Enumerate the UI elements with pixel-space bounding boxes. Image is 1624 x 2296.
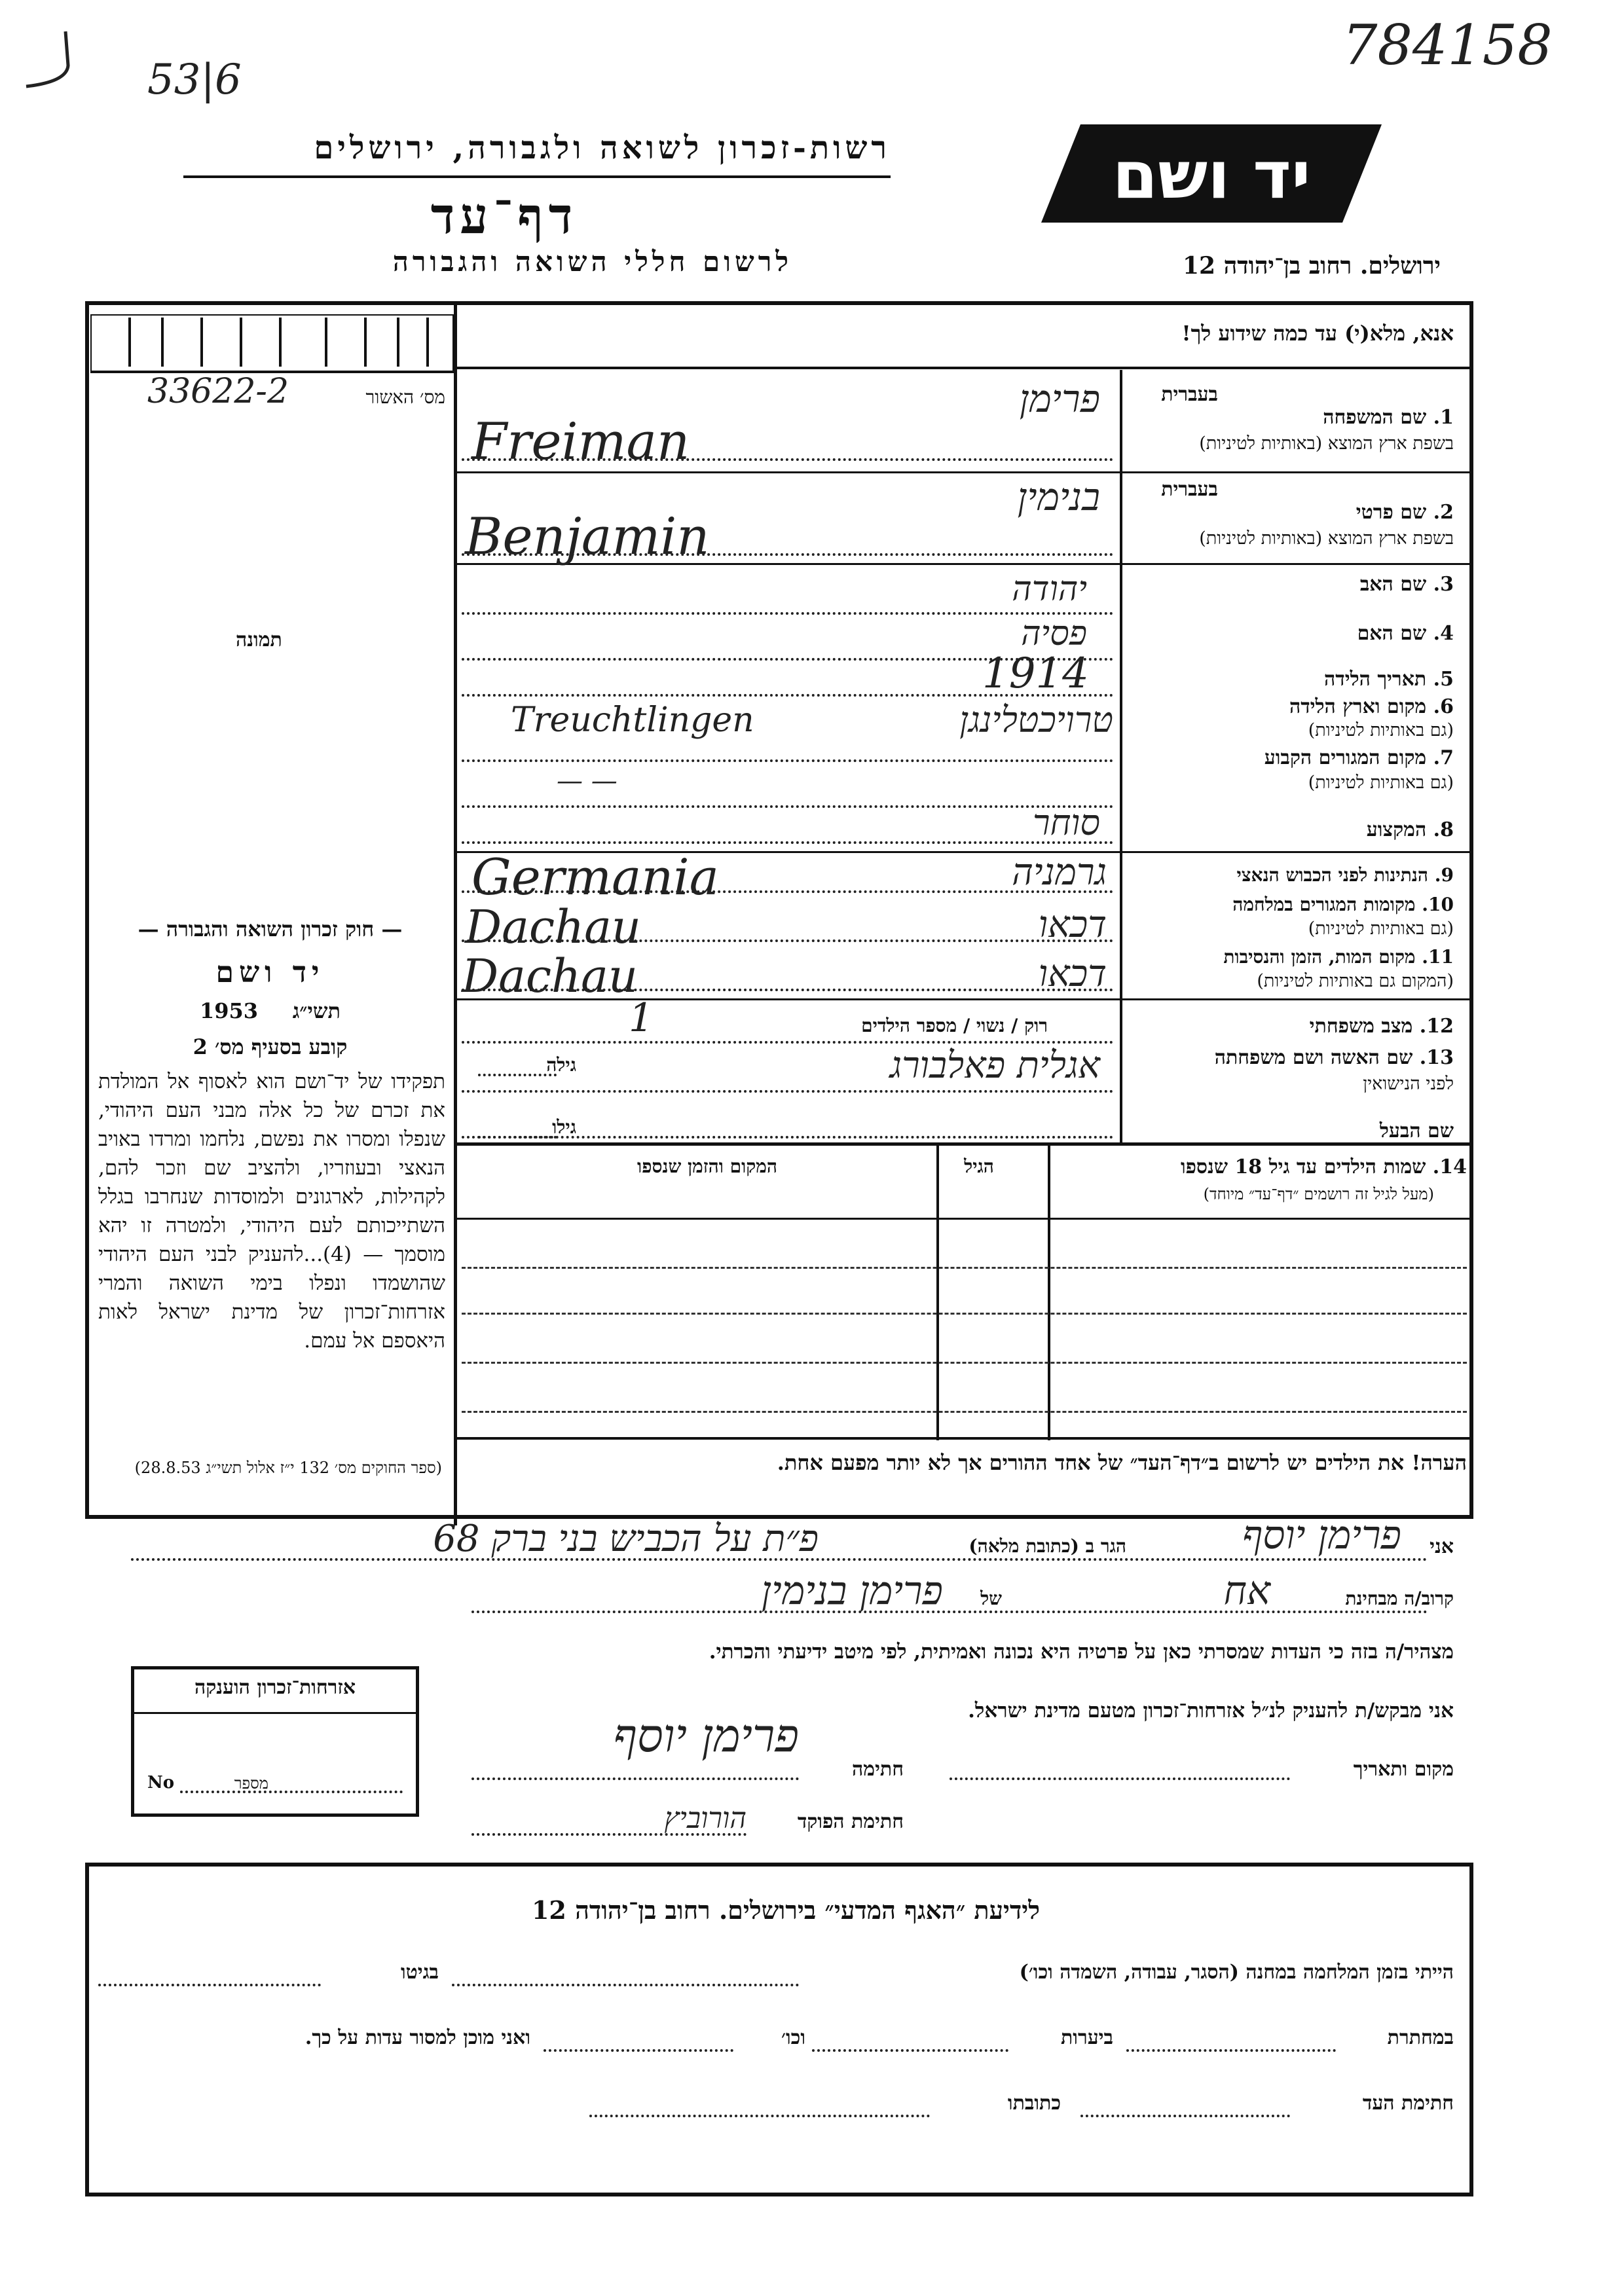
children-bottom-rule [454,1437,1473,1440]
citizenship-box-title: אזרחות־זכרון הוענקה [194,1676,356,1699]
field-2-lang: בעברית [1161,478,1218,501]
children-row [462,1411,1467,1413]
footer-line3-dots-b [589,2115,930,2117]
field-12-num: 12. [1419,1015,1454,1038]
law-source: (ספר החוקים מס׳ 132 י״ז אלול תשי״ג 28.8.53) [134,1459,442,1477]
photo-label: תמונה [236,629,282,651]
footer-line3-a: חתימת העד [1362,2092,1454,2115]
field-2-label [1126,501,1454,524]
field-6-text: מקום וארץ הלידה [1289,695,1427,718]
value-line-m [462,1090,1113,1093]
left-column-divider [454,301,457,1525]
field-13-num: 13. [1419,1046,1454,1069]
field-13-sub: לפני הנישואין [1363,1074,1454,1094]
husband-age-label: גילו [552,1116,576,1138]
authority-underline [183,175,891,178]
citizenship-box-no-latin: No [147,1773,175,1793]
footer-line2-c: וכו׳ [781,2026,805,2049]
field-9-text: הנתינות לפני הכבוש הנאצי [1236,864,1429,886]
death-place-hebrew: דכאו [1038,953,1107,995]
children-row [462,1267,1467,1269]
instruction: אנא, מלא(י) עד כמה שידוע לך! [1181,321,1454,346]
registration-boxes [90,314,454,373]
children-row [462,1313,1467,1315]
mother-name: פסיה [1021,614,1087,653]
field-2-num: 2. [1433,501,1454,524]
label-column-divider [1120,370,1122,1142]
field-4-text: שם האם [1357,622,1427,645]
top-left-handwritten-number: 53|6 [147,56,242,104]
form-subtitle: לרשום חללי השואה והגבורה [392,246,792,278]
law-body: תפקידו של יד־ושם הוא לאסוף אל המולדת את זכרם של כל אלה מבני העם היהודי, שנפלו ומסרו את נפשם, נלחמו ומרדו באויב הנאצי ובעוזריו, ולהציב שם וזכר להם, לקהילות, לארגונים ולמוסדות שנחרבו בגלל השתייכותם לעם היהודי, ולמטרה זו יהא מוסמך — (4)...להעניק לבני העם היהודי שהושמדו ונפלו בימי השואה והמרי אזרחות־זכרון של מדינת ישראל לאות היאספם אל עמם. [98,1070,445,1353]
field-1-num: 1. [1433,406,1454,429]
birthplace-latin: Treuchtlingen [511,701,754,740]
i-label: אני [1430,1535,1454,1558]
address-line [131,1558,1428,1561]
place-date-label: מקום ותאריך [1353,1758,1454,1781]
children-header-names-text: שמות הילדים עד גיל 18 שנספו [1180,1156,1426,1178]
children-num: 14. [1432,1156,1467,1178]
footer-line3-b: כתובתו [1007,2092,1061,2115]
field-9-label [1126,864,1454,886]
field-1-text: שם המשפחה [1323,406,1427,429]
field-10-label [1126,894,1454,916]
footer-line1-b: בגיטו [400,1961,439,1984]
yad-vashem-logo [1041,124,1382,223]
lives-label: הגר ב (כתובת מלאה) [969,1535,1126,1557]
footer-line2-dots-a [1126,2049,1336,2052]
signature-label: חתימה [852,1758,904,1781]
signature-line [471,1777,799,1780]
profession-value: סוחר [1032,802,1100,843]
children-col-divider-1 [1048,1146,1050,1440]
law-name: יד ושם [215,956,325,989]
field-11-sub: (המקום גם באותיות לטיניות) [1257,971,1454,991]
field-1-sub: בשפת ארץ המוצא (באותיות לטיניות) [1199,433,1454,454]
of-value: פרימן בנימין [761,1568,943,1614]
children-row [462,1362,1467,1364]
citizenship-box-no-label: מספר [234,1774,268,1793]
value-line-l [462,1041,1113,1044]
field-5-text: תאריך הלידה [1324,668,1427,691]
field-12-label [1126,1015,1454,1038]
field-4-label [1126,622,1454,645]
father-name: יהודה [1012,570,1087,609]
note-text: הערה! את הילדים יש לרשום ב״דף־העד״ של אחד ההורים אך לא יותר מפעם אחת. [777,1450,1467,1475]
residence-value: — — [557,766,618,796]
declarant-address: פ״ת על הכביש בני ברק 68 [433,1518,819,1560]
instruction-rule [454,367,1473,369]
wartime-residence-hebrew: דכאו [1038,903,1107,946]
of-label: של [980,1588,1002,1609]
husband-age-line [478,1136,557,1139]
field-6-sub: (גם באותיות לטיניות) [1308,720,1454,740]
top-right-handwritten-number: 784158 [1342,13,1553,77]
signature: פרימן יוסף [613,1709,799,1762]
surname-hebrew: פרימן [1019,376,1100,421]
field-7-num: 7. [1433,746,1454,769]
wife-name: אגלית פאלבורג [889,1044,1100,1087]
authority-line: רשות-זכרון לשואה ולגבורה, ירושלים [314,130,891,166]
surname-latin: Freiman [471,412,690,471]
wartime-residence-latin: Dachau [465,900,641,954]
official-label: חתימת הפוקד [797,1810,904,1833]
firstname-hebrew: בנימין [1017,475,1100,519]
field-10-text: מקומות המגורים במלחמה [1232,894,1416,915]
field-10-num: 10. [1422,894,1454,915]
relation-label: קרוב/ה מבחינת [1345,1588,1454,1609]
form-title: דף־עד [430,187,578,245]
field-5-label [1126,668,1454,691]
footer-line2-dots-c [544,2049,733,2052]
field-11-text: מקום המות, הזמן והנסיבות [1223,946,1416,968]
footer-line2-b: ביערות [1060,2026,1113,2049]
field-12-text: מצב משפחתי [1309,1015,1413,1038]
field-6-label [1126,695,1454,718]
children-header-age: הגיל [964,1156,994,1177]
relation-line [471,1611,1428,1613]
footer-line2-d: ואני מוכן למסור עדות על כך. [304,2026,530,2049]
field-2-text: שם פרטי [1356,501,1427,524]
field-1-label [1126,406,1454,429]
footer-line2-a: במחתרת [1387,2026,1454,2049]
footer-line1-a: הייתי בזמן המלחמה במחנה (הסגר, עבודה, השמדה וכו׳) [1019,1961,1454,1984]
law-clause: קובע בסעיף מס׳ 2 [193,1034,348,1059]
field-9-num: 9. [1434,864,1454,886]
field-3-label [1126,573,1454,596]
field-3-text: שם האב [1359,573,1427,596]
official-line [471,1833,747,1836]
children-header-names [1061,1156,1467,1178]
children-col-divider-2 [936,1146,939,1440]
address: ירושלים. רחוב בן־יהודה 12 [1182,252,1441,280]
field-7-sub: (גם באותיות לטיניות) [1308,773,1454,793]
children-count: 1 [629,995,654,1041]
law-year: 1953 [200,998,259,1023]
relation-value: אח [1223,1568,1270,1614]
footer-line2-dots-b [812,2049,1008,2052]
pen-mark-icon [20,26,92,92]
row-rule-5 [454,1142,1473,1146]
footer-title: לידיעת ״האגף המדעי״ בירושלים. רחוב בן־יהודה 12 [531,1895,1041,1925]
statement: מצהיר/ה בזה כי העדות שמסרתי כאן על פרטיה היא נכונה ואמיתית, לפי מיטב ידיעתי והכרתי. [709,1640,1454,1664]
death-place-latin: Dachau [462,949,638,1003]
row-rule-1 [454,471,1473,473]
children-header-sub: (מעל לגיל זה רושמים ״דף־עד״ מיוחד) [1203,1185,1434,1203]
nationality-hebrew: גרמניה [1012,851,1107,894]
children-header-rule [454,1218,1473,1220]
citizenship-box-no-line [180,1791,403,1793]
field-4-num: 4. [1433,622,1454,645]
field-11-label [1126,946,1454,968]
logo-lettering: יד ושם [1112,137,1311,213]
value-line-f [462,759,1113,762]
field-7-label [1126,746,1454,769]
official-signature: הורוביץ [664,1802,747,1835]
field-10-sub: (גם באותיות לטיניות) [1308,919,1454,939]
field-13-label [1126,1046,1454,1069]
birth-date: 1914 [982,649,1089,698]
field-2-sub: בשפת ארץ המוצא (באותיות לטיניות) [1199,528,1454,549]
place-date-line [950,1777,1290,1780]
reg-no-label-text: מס׳ האשור [365,386,445,408]
field-1-lang: בעברית [1161,383,1218,406]
field-5-num: 5. [1433,668,1454,691]
field-6-num: 6. [1433,695,1454,718]
footer-line1-dots-b [98,1984,321,1986]
footer-line1-dots-a [452,1984,799,1986]
birthplace-hebrew: טרויכטלינגן [959,699,1113,740]
footer-line3-dots-a [1080,2115,1290,2117]
field-8-text: המקצוע [1366,818,1427,841]
request: אני מבקש/ת להעניק לנ״ל אזרחות־זכרון מטעם מדינת ישראל. [968,1699,1454,1722]
nationality-latin: Germania [471,848,719,906]
children-header-place: המקום והזמן שנספו [637,1156,777,1177]
field-7-text: מקום המגורים הקבוע [1264,746,1427,769]
reg-no-value: 33622-2 [147,372,289,411]
field-8-label [1126,818,1454,841]
wife-age-label: גילה [546,1054,576,1076]
marital-options: רוק / נשוי / מספר הילדים [861,1015,1048,1036]
citizenship-box-rule [131,1712,419,1714]
field-11-num: 11. [1422,946,1454,968]
law-year-heb: תשי״ג [292,998,341,1023]
field-8-num: 8. [1433,818,1454,841]
law-title: — חוק זכרון השואה והגבורה — [138,917,403,941]
firstname-latin: Benjamin [465,507,710,566]
declarant-name: פרימן יוסף [1242,1512,1401,1558]
field-3-num: 3. [1433,573,1454,596]
field-13-text: שם האשה ושם משפחתה [1214,1046,1413,1069]
wife-age-line [478,1074,557,1076]
field-husband-label: שם הבעל [1379,1120,1454,1142]
